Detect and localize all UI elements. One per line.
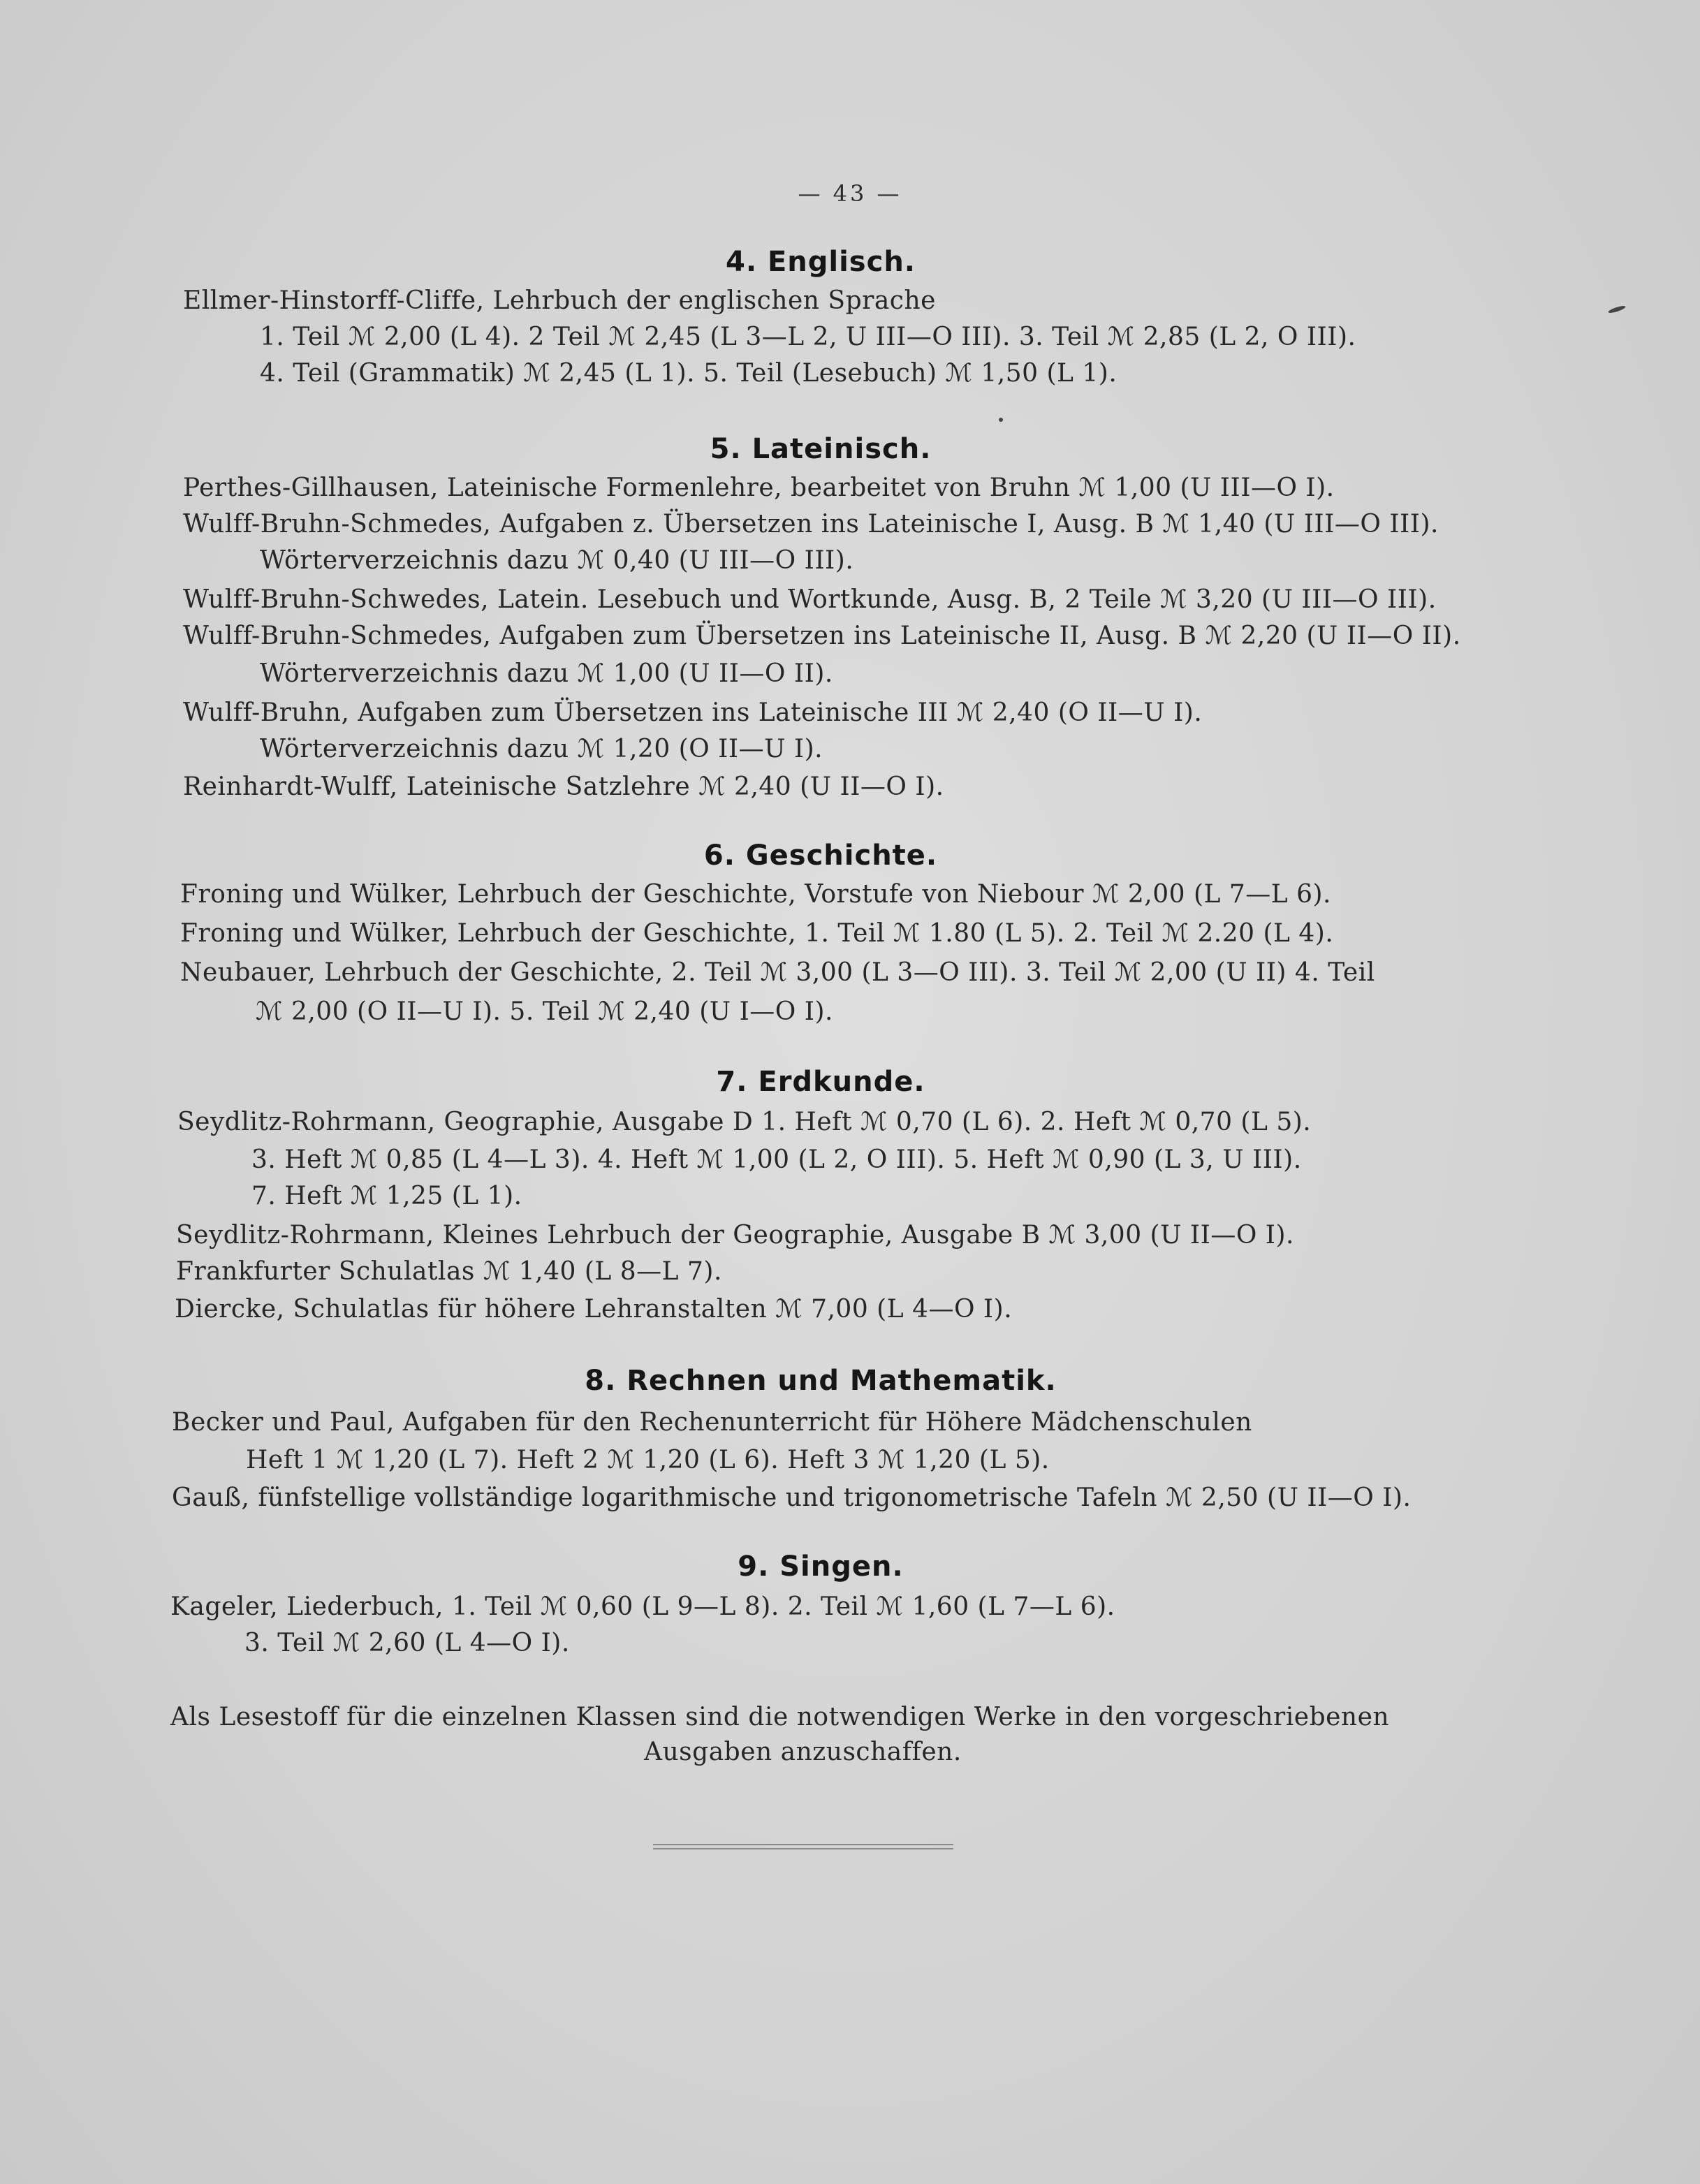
text-line: Ellmer-Hinstorff-Cliffe, Lehrbuch der englischen Sprache — [183, 286, 936, 315]
end-rule — [653, 1844, 953, 1852]
text-line: Wörterverzeichnis dazu ℳ 1,20 (O II—U I). — [260, 735, 823, 763]
closing-note-line: Ausgaben anzuschaffen. — [644, 1738, 962, 1766]
section-heading-geschichte: 6. Geschichte. — [703, 840, 938, 872]
text-line: Wulff-Bruhn-Schmedes, Aufgaben z. Übersetzen ins Lateinische I, Ausg. B ℳ 1,40 (U III—O III). — [183, 510, 1439, 538]
text-line: Froning und Wülker, Lehrbuch der Geschichte, 1. Teil ℳ 1.80 (L 5). 2. Teil ℳ 2.20 (L 4). — [180, 919, 1334, 948]
text-line: Gauß, fünfstellige vollständige logarithmische und trigonometrische Tafeln ℳ 2,50 (U II—O I). — [172, 1483, 1412, 1512]
scan-speck — [999, 418, 1003, 422]
closing-note-line: Als Lesestoff für die einzelnen Klassen sind die notwendigen Werke in den vorgeschriebenen — [170, 1703, 1390, 1731]
text-line: Wulff-Bruhn-Schwedes, Latein. Lesebuch und Wortkunde, Ausg. B, 2 Teile ℳ 3,20 (U III—O III). — [183, 585, 1437, 614]
section-heading-erdkunde: 7. Erdkunde. — [716, 1066, 925, 1098]
text-line: Wulff-Bruhn-Schmedes, Aufgaben zum Übersetzen ins Lateinische II, Ausg. B ℳ 2,20 (U II—O II). — [183, 622, 1461, 650]
text-line: Wörterverzeichnis dazu ℳ 1,00 (U II—O II). — [260, 659, 833, 688]
text-line: Kageler, Liederbuch, 1. Teil ℳ 0,60 (L 9—L 8). 2. Teil ℳ 1,60 (L 7—L 6). — [170, 1592, 1115, 1621]
section-heading-singen: 9. Singen. — [738, 1551, 904, 1583]
text-line: Becker und Paul, Aufgaben für den Rechenunterricht für Höhere Mädchenschulen — [172, 1408, 1252, 1437]
section-heading-englisch: 4. Englisch. — [726, 246, 916, 278]
text-line: 3. Heft ℳ 0,85 (L 4—L 3). 4. Heft ℳ 1,00 (L 2, O III). 5. Heft ℳ 0,90 (L 3, U III). — [251, 1145, 1302, 1174]
text-line: 4. Teil (Grammatik) ℳ 2,45 (L 1). 5. Teil (Lesebuch) ℳ 1,50 (L 1). — [260, 359, 1118, 388]
scan-mark — [1608, 305, 1627, 314]
text-line: Wörterverzeichnis dazu ℳ 0,40 (U III—O III). — [260, 546, 854, 575]
text-line: Neubauer, Lehrbuch der Geschichte, 2. Teil ℳ 3,00 (L 3—O III). 3. Teil ℳ 2,00 (U II) 4. Teil — [180, 958, 1375, 987]
text-line: Heft 1 ℳ 1,20 (L 7). Heft 2 ℳ 1,20 (L 6). Heft 3 ℳ 1,20 (L 5). — [246, 1446, 1050, 1474]
text-line: Seydlitz-Rohrmann, Kleines Lehrbuch der Geographie, Ausgabe B ℳ 3,00 (U II—O I). — [176, 1221, 1294, 1249]
section-heading-rechnen-mathematik: 8. Rechnen und Mathematik. — [585, 1365, 1057, 1397]
text-line: 1. Teil ℳ 2,00 (L 4). 2 Teil ℳ 2,45 (L 3—L 2, U III—O III). 3. Teil ℳ 2,85 (L 2, O III). — [260, 323, 1356, 351]
text-line: Diercke, Schulatlas für höhere Lehranstalten ℳ 7,00 (L 4—O I). — [175, 1295, 1013, 1324]
text-line: Wulff-Bruhn, Aufgaben zum Übersetzen ins Lateinische III ℳ 2,40 (O II—U I). — [183, 698, 1203, 727]
text-line: Frankfurter Schulatlas ℳ 1,40 (L 8—L 7). — [176, 1257, 722, 1286]
text-line: Perthes-Gillhausen, Lateinische Formenlehre, bearbeitet von Bruhn ℳ 1,00 (U III—O I). — [183, 474, 1335, 502]
text-line: 3. Teil ℳ 2,60 (L 4—O I). — [244, 1629, 570, 1657]
text-line: Froning und Wülker, Lehrbuch der Geschichte, Vorstufe von Niebour ℳ 2,00 (L 7—L 6). — [180, 880, 1331, 909]
text-line: ℳ 2,00 (O II—U I). 5. Teil ℳ 2,40 (U I—O I). — [256, 997, 833, 1026]
page-number: — 43 — — [798, 180, 902, 207]
text-line: Reinhardt-Wulff, Lateinische Satzlehre ℳ 2,40 (U II—O I). — [183, 772, 944, 801]
section-heading-lateinisch: 5. Lateinisch. — [710, 433, 932, 465]
text-line: 7. Heft ℳ 1,25 (L 1). — [251, 1182, 522, 1210]
text-line: Seydlitz-Rohrmann, Geographie, Ausgabe D 1. Heft ℳ 0,70 (L 6). 2. Heft ℳ 0,70 (L 5). — [177, 1108, 1312, 1136]
